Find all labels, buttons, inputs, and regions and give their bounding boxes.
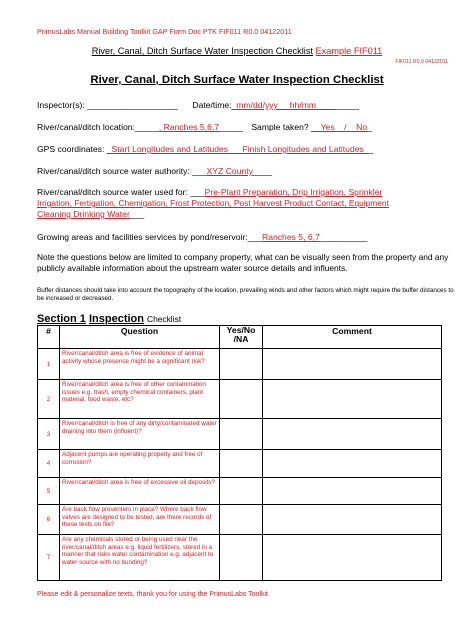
row-question: Are any chemicals stored or being used near the river/canal/ditch areas e.g. liquid fertilizers, stored in a manner that risks water contamination e.g. adjacent to water source with no bunding? <box>60 535 220 581</box>
table-row <box>38 349 442 380</box>
row-number: 7 <box>38 535 60 581</box>
gps-start: _Start Longitudes and Latitudes___ <box>106 144 243 154</box>
header-comment: Comment <box>263 326 442 349</box>
table-row <box>38 478 442 505</box>
section-name: Inspection <box>88 313 144 325</box>
location-pre: _____ <box>134 122 159 132</box>
row-comment-cell[interactable] <box>263 505 442 535</box>
doc-code: FIF011 R0.0 04122011 <box>395 59 448 65</box>
row-question: Adjacent pumps are operating properly and free of corrosion? <box>60 450 220 478</box>
used-for-line-3 <box>37 209 144 219</box>
row-number: 1 <box>38 349 60 380</box>
header-title <box>0 46 474 56</box>
datetime-label: Date/time: <box>192 100 232 110</box>
row-answer-cell[interactable] <box>220 505 263 535</box>
used-for-line-1[interactable] <box>37 187 382 197</box>
toolkit-header-line: PrimusLabs Manual Building Toolkit GAP Form Doc PTK FIF011 R0.0 04122011 <box>37 27 292 36</box>
row-number: 3 <box>38 419 60 450</box>
location-value: , Ranches 5,6,7 <box>158 122 220 132</box>
growing-field[interactable] <box>37 232 368 242</box>
gps-finish: Finish Longitudes and Latitudes_ <box>242 144 369 154</box>
row-answer-cell[interactable] <box>220 349 263 380</box>
table-row <box>38 535 442 581</box>
row-comment-cell[interactable] <box>263 419 442 450</box>
gps-label: GPS coordinates: <box>37 144 105 154</box>
row-number: 6 <box>38 505 60 535</box>
row-comment-cell[interactable] <box>263 478 442 505</box>
footer-note: Please edit & personalize texts, thank you for using the PrimusLabs Toolkit <box>37 591 268 598</box>
growing-pre: ___ <box>247 232 262 242</box>
section-suffix: Checklist <box>147 314 182 324</box>
buffer-note: Buffer distances should take into account the topography of the location, prevailing winds and other factors which might require the buffer distances to be increased or decreased. <box>37 287 454 302</box>
row-comment-cell[interactable] <box>263 450 442 478</box>
used-for-label: River/canal/ditch source water used for: <box>37 187 188 197</box>
inspection-checklist-table <box>37 325 442 581</box>
header-number: # <box>38 326 60 349</box>
authority-post: ____ <box>252 166 273 176</box>
header-question: Question <box>60 326 220 349</box>
used-for-value-2: Irrigation, Fertigation, Chemigation, Frost Protection, Post Harvest Product Contact, Equipment <box>37 198 389 208</box>
note-paragraph: Note the questions below are limited to company property, what can be visually seen from the property and any publicly available information about the upstream water source details and influents. <box>37 252 449 273</box>
table-row <box>38 505 442 535</box>
row-question: River/canal/ditch area is free of excessive oil deposits? <box>60 478 220 505</box>
gps-field[interactable] <box>37 144 373 154</box>
row-question: River/canal/ditch is free of any dirty/contaminated water draining into them (influent)? <box>60 419 220 450</box>
inspector-blank: ___________________ <box>87 100 178 110</box>
row-number: 4 <box>38 450 60 478</box>
authority-label: River/canal/ditch source water authority: <box>37 166 190 176</box>
growing-label: Growing areas and facilities services by pond/reservoir: <box>37 232 248 242</box>
location-post: _____ <box>219 122 243 132</box>
datetime-value: _mm/dd/yyy_ _hh/mm____ <box>231 100 336 110</box>
datetime-tail: _____ <box>335 100 360 110</box>
sample-value: __Yes__/__No <box>311 122 368 132</box>
location-label: River/canal/ditch location: <box>37 122 135 132</box>
row-comment-cell[interactable] <box>263 535 442 581</box>
row-question: River/canal/ditch area is free of evidence of animal activity whose presence might be a significant risk? <box>60 349 220 380</box>
inspector-field[interactable] <box>37 100 359 110</box>
row-answer-cell[interactable] <box>220 450 263 478</box>
header-title-text: River, Canal, Ditch Surface Water Inspection Checklist <box>91 46 313 56</box>
row-number: 5 <box>38 478 60 505</box>
gps-tail: _ <box>368 144 374 154</box>
sample-label: Sample taken? <box>251 122 309 132</box>
growing-value: Ranches 5, 6,7 <box>261 232 320 242</box>
example-tag: Example FIF011 <box>315 46 383 56</box>
table-row <box>38 450 442 478</box>
row-answer-cell[interactable] <box>220 535 263 581</box>
used-for-tail: ___ <box>129 209 145 219</box>
row-comment-cell[interactable] <box>263 349 442 380</box>
document-title: River, Canal, Ditch Surface Water Inspection Checklist <box>90 74 384 86</box>
used-for-value-1: Pre-Plant Preparation, Drip Irrigation, Sprinkler <box>204 187 383 197</box>
used-for-value-3: Cleaning Drinking Water <box>37 209 130 219</box>
row-answer-cell[interactable] <box>220 419 263 450</box>
row-question: River/canal/ditch area is free of other contamination issues e.g. trash, empty chemical containers, plant material, food waste, etc? <box>60 380 220 419</box>
sample-tail: _ <box>367 122 372 132</box>
inspector-label: Inspector(s): <box>37 100 88 110</box>
row-question: Are back flow preventers in place? Where back flow valves are designed to be tested, are there records of these tests on file? <box>60 505 220 535</box>
header-yes-no-na: Yes/No /NA <box>220 326 263 349</box>
authority-field[interactable] <box>37 166 272 176</box>
growing-post: __________ <box>319 232 368 242</box>
row-answer-cell[interactable] <box>220 478 263 505</box>
row-number: 2 <box>38 380 60 419</box>
section-heading <box>37 313 181 325</box>
section-label: Section 1 <box>37 313 86 325</box>
authority-value: XYZ County <box>206 166 253 176</box>
row-answer-cell[interactable] <box>220 380 263 419</box>
location-field[interactable] <box>37 122 372 132</box>
row-comment-cell[interactable] <box>263 380 442 419</box>
table-row <box>38 419 442 450</box>
used-for-pre: ___ <box>190 187 205 197</box>
authority-pre: ___ <box>192 166 207 176</box>
table-row <box>38 380 442 419</box>
table-header-row <box>38 326 442 349</box>
